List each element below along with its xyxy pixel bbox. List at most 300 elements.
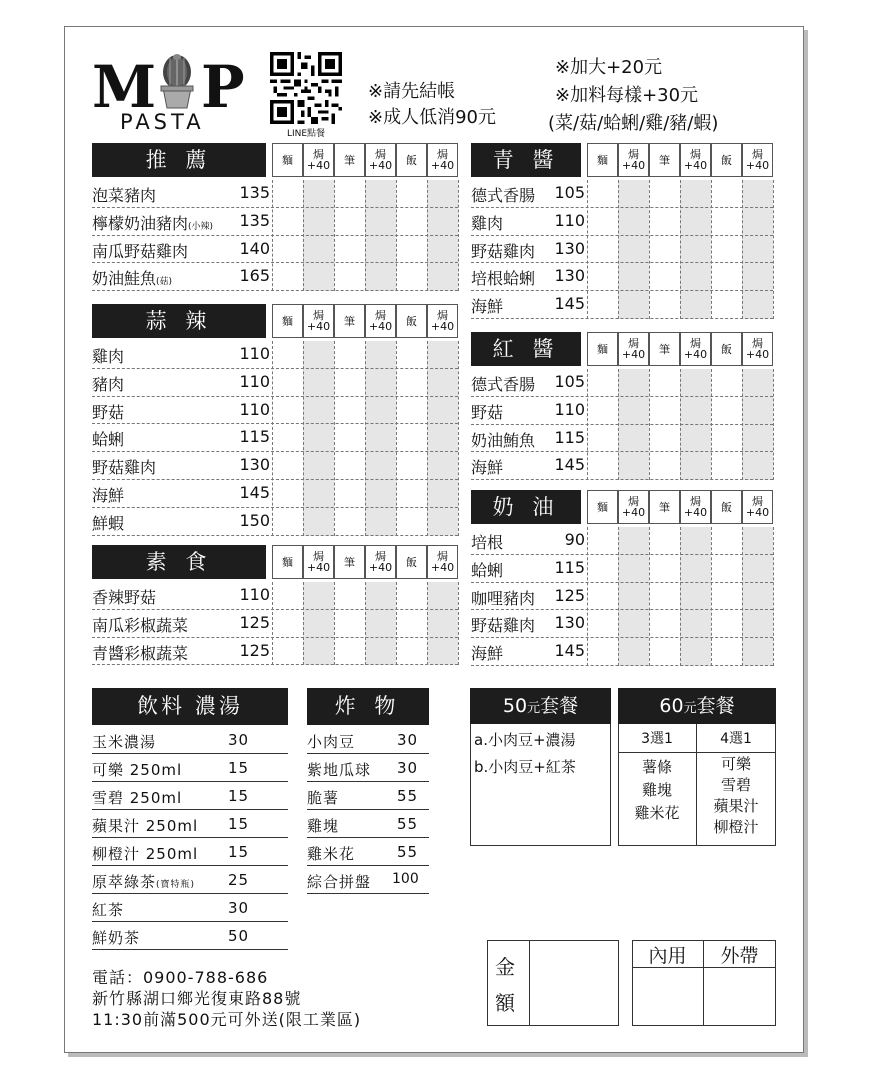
- section-tomato-vline: [649, 369, 650, 480]
- section-tomato-grey-col: [742, 369, 773, 480]
- drinks-row-line: [92, 753, 288, 754]
- set50-title: [470, 688, 611, 724]
- set60-col2-option: 雪碧: [720, 776, 751, 794]
- set60-title-text: 套餐: [696, 695, 735, 717]
- set50-title-num: 50: [502, 695, 528, 717]
- section-pesto-row-line: [471, 262, 773, 263]
- menu-item-label: 南瓜彩椒蔬菜: [92, 615, 189, 635]
- col-plus40-label: +40: [621, 506, 646, 519]
- section-cream-grey-col: [680, 527, 711, 666]
- fried-row-line: [307, 781, 429, 782]
- section-veg-row-line: [92, 637, 458, 638]
- fried-title: 炸 物: [307, 688, 429, 725]
- fried-item-name[interactable]: 紫地瓜球: [307, 761, 372, 779]
- menu-item-name[interactable]: [92, 400, 124, 423]
- menu-item-name[interactable]: [471, 613, 535, 636]
- menu-item-name[interactable]: [92, 455, 156, 478]
- fried-row-line: [307, 893, 429, 894]
- cactus-logo-icon: [154, 52, 200, 110]
- menu-item-label: 野菇雞肉: [471, 616, 536, 636]
- menu-item-price: 145: [554, 294, 585, 314]
- section-pesto-title: 青 醬: [471, 143, 581, 177]
- fried-item-name[interactable]: 小肉豆: [307, 733, 356, 751]
- set60-col1-head: 3選1: [641, 731, 673, 747]
- col-plus40-label: +40: [368, 320, 393, 333]
- section-veg-vline: [396, 582, 397, 665]
- drink-item-label: 柳橙汁 250ml: [92, 845, 199, 863]
- logo-letter-p: P: [201, 53, 245, 121]
- section-tomato-col-baked: [742, 332, 773, 366]
- menu-item-label: 培根: [471, 533, 504, 552]
- drink-item-name[interactable]: [92, 787, 182, 808]
- menu-item-label: 南瓜野菇雞肉: [92, 241, 189, 261]
- col-plus40-label: +40: [430, 320, 455, 333]
- section-garlic-row-line: [92, 479, 458, 480]
- section-recommend-grey-col: [303, 180, 334, 291]
- drink-item-price: 30: [228, 899, 250, 917]
- menu-item-label: 野菇雞肉: [471, 241, 536, 261]
- menu-item-label: 泡菜豬肉: [92, 186, 157, 205]
- menu-item-label: 奶油鮭魚: [92, 269, 157, 289]
- section-pesto-grey-col: [618, 180, 649, 319]
- menu-item-price: 135: [239, 183, 270, 202]
- section-recommend-vline: [303, 180, 304, 291]
- section-cream-col-rice: 飯: [711, 490, 742, 524]
- fried-item-name[interactable]: 綜合拼盤: [307, 873, 372, 891]
- section-veg-row-line: [92, 609, 458, 610]
- drinks-row-line: [92, 949, 288, 950]
- col-baked-label: 焗: [437, 550, 448, 563]
- set60-col2-option: 柳橙汁: [713, 818, 759, 836]
- menu-item-price: 125: [239, 640, 270, 660]
- section-veg-col-penne: 筆: [334, 545, 365, 579]
- menu-item-price: 115: [239, 427, 270, 447]
- set60-col2-option: 可樂: [720, 755, 751, 773]
- menu-item-name[interactable]: [471, 400, 503, 423]
- section-recommend-col-baked: [427, 143, 458, 177]
- menu-item-name[interactable]: [471, 641, 503, 664]
- drink-item-price: 30: [228, 731, 250, 749]
- set50-title-text: 套餐: [540, 695, 579, 717]
- col-baked-label: 焗: [690, 148, 701, 161]
- amount-divider: [529, 940, 530, 1026]
- drink-item-price: 15: [228, 759, 250, 777]
- menu-item-label: 海鮮: [471, 458, 504, 478]
- section-veg-vline: [303, 582, 304, 665]
- menu-item-price: 90: [564, 530, 585, 549]
- drink-item-name[interactable]: [92, 731, 156, 752]
- amount-label-2: 額: [495, 991, 515, 1015]
- drink-item-name[interactable]: [92, 899, 124, 920]
- fried-row-line: [307, 809, 429, 810]
- section-pesto-col-penne: 筆: [649, 143, 680, 177]
- drink-item-label: 鮮奶茶: [92, 929, 141, 947]
- menu-item-name[interactable]: [92, 427, 124, 450]
- set50-title-unit: 元: [527, 701, 541, 716]
- section-tomato-col-baked: [618, 332, 649, 366]
- menu-item-name[interactable]: [471, 372, 535, 395]
- section-pesto-col-noodle: 麵: [587, 143, 618, 177]
- section-cream-row-line: [471, 665, 773, 666]
- section-cream-vline: [587, 527, 588, 666]
- section-recommend-col-rice: 飯: [396, 143, 427, 177]
- section-recommend-col-baked: [303, 143, 334, 177]
- section-cream-vline: [773, 527, 774, 666]
- menu-item-name[interactable]: [471, 428, 535, 451]
- set60-col1-option: 雞塊: [641, 781, 672, 799]
- col-baked-label: 焗: [437, 309, 448, 322]
- menu-item-label: 蛤蜊: [471, 560, 504, 580]
- section-veg-col-rice: 飯: [396, 545, 427, 579]
- menu-item-name[interactable]: [92, 239, 188, 262]
- menu-item-name[interactable]: [471, 586, 535, 609]
- section-recommend-vline: [396, 180, 397, 291]
- fried-item-price: 55: [397, 787, 419, 805]
- set60-col2-option: 蘋果汁: [713, 797, 759, 815]
- menu-item-price: 145: [239, 483, 270, 502]
- menu-item-label: 海鮮: [471, 644, 504, 664]
- drinks-row-line: [92, 921, 288, 922]
- fried-item-price: 100: [392, 871, 419, 887]
- menu-item-label: 野菇: [471, 402, 504, 422]
- section-tomato-col-baked: [680, 332, 711, 366]
- set50-option-b: b.小肉豆+紅茶: [474, 758, 576, 776]
- menu-item-label: 野菇: [92, 402, 125, 422]
- phone: 電話：0900-788-686: [92, 968, 269, 987]
- menu-item-price: 125: [239, 612, 270, 632]
- drink-item-name[interactable]: [92, 815, 198, 836]
- section-garlic-row-line: [92, 368, 458, 369]
- section-veg-col-noodle: 麵: [272, 545, 303, 579]
- section-cream-col-baked: [680, 490, 711, 524]
- section-pesto-grey-col: [680, 180, 711, 319]
- drinks-row-line: [92, 837, 288, 838]
- col-baked-label: 焗: [628, 337, 639, 350]
- set60-head-line: [618, 752, 776, 753]
- section-garlic-vline: [458, 341, 459, 536]
- section-garlic-row-line: [92, 507, 458, 508]
- menu-item-price: 125: [554, 585, 585, 605]
- qr-label: LINE點餐: [286, 129, 326, 139]
- section-recommend-vline: [334, 180, 335, 291]
- section-recommend-row-line: [92, 235, 458, 236]
- section-veg-grey-col: [365, 582, 396, 665]
- menu-item-label: 野菇雞肉: [92, 458, 157, 478]
- drink-item-name[interactable]: [92, 927, 140, 948]
- menu-item-label: 檸檬奶油豬肉: [92, 213, 189, 233]
- menu-item-label: 蛤蜊: [92, 430, 125, 450]
- section-tomato-row-line: [471, 451, 773, 452]
- drink-item-label: 紅茶: [92, 901, 125, 919]
- menu-item-name[interactable]: [471, 183, 535, 206]
- menu-item-label: 鮮蝦: [92, 513, 125, 533]
- drink-item-price: 15: [228, 843, 250, 861]
- section-cream-col-noodle: 麵: [587, 490, 618, 524]
- section-cream-col-baked: [742, 490, 773, 524]
- menu-item-name[interactable]: [471, 239, 535, 262]
- col-plus40-label: +40: [368, 561, 393, 574]
- section-veg-row-line: [92, 664, 458, 665]
- section-veg-vline: [458, 582, 459, 665]
- section-pesto-vline: [680, 180, 681, 319]
- section-recommend-title: 推 薦: [92, 143, 266, 177]
- section-pesto-vline: [649, 180, 650, 319]
- section-garlic-row-line: [92, 423, 458, 424]
- fried-row-line: [307, 865, 429, 866]
- section-garlic-col-baked: [427, 304, 458, 338]
- delivery-note: 11:30前滿500元可外送(限工業區): [92, 1010, 362, 1029]
- section-tomato-vline: [773, 369, 774, 480]
- amount-label-1: 金: [495, 955, 515, 979]
- section-recommend-col-noodle: 麵: [272, 143, 303, 177]
- fried-item-price: 55: [397, 815, 419, 833]
- menu-item-label: 雞肉: [92, 347, 125, 366]
- menu-item-label: 雞肉: [471, 213, 504, 233]
- menu-item-price: 130: [554, 613, 585, 633]
- menu-item-name[interactable]: [92, 372, 124, 395]
- note-min-charge: ※成人低消90元: [368, 107, 496, 128]
- section-tomato-grey-col: [680, 369, 711, 480]
- set60-title: [618, 688, 776, 724]
- drink-item-label: 玉米濃湯: [92, 733, 157, 751]
- section-tomato-vline: [742, 369, 743, 480]
- col-plus40-label: +40: [621, 348, 646, 361]
- menu-item-price: 110: [554, 210, 585, 230]
- col-plus40-label: +40: [306, 159, 331, 172]
- section-tomato-vline: [618, 369, 619, 480]
- section-veg-vline: [427, 582, 428, 665]
- col-plus40-label: +40: [306, 561, 331, 574]
- col-plus40-label: +40: [745, 506, 770, 519]
- section-tomato-col-noodle: 麵: [587, 332, 618, 366]
- section-tomato-row-line: [471, 479, 773, 480]
- fried-row-line: [307, 837, 429, 838]
- section-recommend-vline: [427, 180, 428, 291]
- col-baked-label: 焗: [752, 495, 763, 508]
- menu-item-price: 130: [239, 455, 270, 475]
- line-qr-code-icon[interactable]: [270, 52, 342, 124]
- menu-item-price: 110: [239, 585, 270, 604]
- fried-item-name[interactable]: 雞米花: [307, 845, 356, 863]
- menu-item-name[interactable]: [471, 558, 503, 581]
- section-pesto-col-baked: [680, 143, 711, 177]
- menu-item-note: (菇): [156, 277, 173, 288]
- menu-item-name[interactable]: [471, 211, 503, 234]
- section-veg-vline: [365, 582, 366, 665]
- fried-item-name[interactable]: 脆薯: [307, 789, 340, 807]
- section-cream-col-penne: 筆: [649, 490, 680, 524]
- col-baked-label: 焗: [375, 309, 386, 322]
- col-plus40-label: +40: [368, 159, 393, 172]
- section-garlic-row-line: [92, 451, 458, 452]
- menu-item-label: 培根蛤蜊: [471, 269, 536, 289]
- menu-item-price: 140: [239, 238, 270, 258]
- drinks-title: 飲料 濃湯: [92, 688, 288, 725]
- fried-item-price: 30: [397, 731, 419, 749]
- section-tomato-row-line: [471, 396, 773, 397]
- col-plus40-label: +40: [745, 159, 770, 172]
- drink-item-label: 蘋果汁 250ml: [92, 817, 199, 835]
- section-pesto-row-line: [471, 290, 773, 291]
- fried-row-line: [307, 753, 429, 754]
- section-tomato-grey-col: [618, 369, 649, 480]
- drinks-row-line: [92, 865, 288, 866]
- col-baked-label: 焗: [437, 148, 448, 161]
- col-baked-label: 焗: [313, 309, 324, 322]
- section-garlic-row-line: [92, 535, 458, 536]
- col-baked-label: 焗: [690, 495, 701, 508]
- menu-item-name[interactable]: [92, 483, 124, 506]
- menu-item-price: 145: [554, 641, 585, 661]
- col-baked-label: 焗: [690, 337, 701, 350]
- menu-item-label: 海鮮: [471, 297, 504, 317]
- menu-item-price: 105: [554, 372, 585, 391]
- section-tomato-vline: [587, 369, 588, 480]
- drink-item-name[interactable]: [92, 843, 198, 864]
- menu-item-price: 110: [239, 399, 270, 419]
- menu-item-price: 110: [239, 371, 270, 391]
- menu-item-price: 165: [239, 266, 270, 286]
- section-pesto-col-rice: 飯: [711, 143, 742, 177]
- section-tomato-row-line: [471, 424, 773, 425]
- section-cream-row-line: [471, 637, 773, 638]
- drink-item-name[interactable]: [92, 871, 195, 892]
- section-cream-vline: [742, 527, 743, 666]
- section-recommend-vline: [272, 180, 273, 291]
- menu-item-price: 110: [239, 344, 270, 363]
- menu-item-name[interactable]: [92, 613, 188, 636]
- section-tomato-vline: [680, 369, 681, 480]
- menu-item-price: 110: [554, 399, 585, 419]
- fried-item-price: 55: [397, 843, 419, 861]
- section-garlic-col-rice: 飯: [396, 304, 427, 338]
- section-veg-col-baked: [365, 545, 396, 579]
- logo-pasta-text: PASTA: [120, 110, 205, 134]
- col-plus40-label: +40: [745, 348, 770, 361]
- menu-item-name[interactable]: [92, 344, 124, 367]
- section-veg-col-baked: [427, 545, 458, 579]
- menu-item-label: 青醬彩椒蔬菜: [92, 643, 189, 663]
- menu-item-price: 115: [554, 557, 585, 577]
- menu-item-label: 海鮮: [92, 486, 125, 505]
- menu-item-name[interactable]: [471, 455, 503, 478]
- menu-item-price: 130: [554, 238, 585, 258]
- drink-item-label: 雪碧 250ml: [92, 789, 183, 807]
- menu-item-name[interactable]: [92, 641, 188, 664]
- section-recommend-row-line: [92, 207, 458, 208]
- section-tomato-col-rice: 飯: [711, 332, 742, 366]
- section-recommend-row-line: [92, 290, 458, 291]
- col-baked-label: 焗: [313, 148, 324, 161]
- menu-item-note: (小辣): [188, 221, 214, 232]
- take-out-label[interactable]: 外帶: [720, 945, 759, 967]
- drink-item-price: 15: [228, 787, 250, 805]
- col-baked-label: 焗: [375, 550, 386, 563]
- menu-item-name[interactable]: [92, 511, 124, 534]
- drink-item-name[interactable]: [92, 759, 182, 780]
- section-recommend-col-penne: 筆: [334, 143, 365, 177]
- note-large: ※加大+20元: [555, 57, 663, 78]
- menu-item-name[interactable]: [471, 266, 535, 289]
- drink-item-price: 25: [228, 871, 250, 889]
- section-cream-grey-col: [618, 527, 649, 666]
- col-plus40-label: +40: [306, 320, 331, 333]
- menu-item-label: 豬肉: [92, 374, 125, 394]
- section-cream-vline: [680, 527, 681, 666]
- col-baked-label: 焗: [752, 148, 763, 161]
- menu-item-name[interactable]: [92, 183, 156, 206]
- section-recommend-vline: [458, 180, 459, 291]
- menu-item-label: 香辣野菇: [92, 588, 157, 607]
- section-cream-vline: [618, 527, 619, 666]
- menu-item-name[interactable]: [471, 530, 503, 553]
- drinks-row-line: [92, 781, 288, 782]
- section-pesto-row-line: [471, 235, 773, 236]
- menu-item-name[interactable]: [92, 585, 156, 608]
- menu-item-name[interactable]: [92, 266, 172, 289]
- section-pesto-vline: [587, 180, 588, 319]
- section-garlic-col-baked: [365, 304, 396, 338]
- section-pesto-grey-col: [742, 180, 773, 319]
- menu-item-name[interactable]: [471, 294, 503, 317]
- menu-item-name[interactable]: [92, 211, 213, 234]
- section-pesto-vline: [742, 180, 743, 319]
- note-pay-first: ※請先結帳: [368, 81, 456, 102]
- set50-option-a: a.小肉豆+濃湯: [474, 731, 576, 749]
- drink-item-label: 原萃綠茶: [92, 873, 157, 891]
- drink-item-price: 50: [228, 927, 250, 945]
- col-plus40-label: +40: [683, 159, 708, 172]
- section-cream-title: 奶 油: [471, 490, 581, 524]
- col-plus40-label: +40: [430, 561, 455, 574]
- menu-item-label: 德式香腸: [471, 186, 536, 205]
- section-pesto-row-line: [471, 318, 773, 319]
- section-pesto-row-line: [471, 207, 773, 208]
- section-cream-row-line: [471, 582, 773, 583]
- drink-item-note: (寶特瓶): [156, 880, 196, 890]
- col-plus40-label: +40: [683, 506, 708, 519]
- col-baked-label: 焗: [628, 495, 639, 508]
- section-cream-row-line: [471, 554, 773, 555]
- menu-item-price: 115: [554, 427, 585, 447]
- menu-item-label: 德式香腸: [471, 375, 536, 394]
- logo-letter-m: M: [92, 53, 157, 121]
- section-recommend-row-line: [92, 262, 458, 263]
- section-garlic-row-line: [92, 396, 458, 397]
- set60-title-num: 60: [659, 695, 684, 717]
- section-recommend-grey-col: [427, 180, 458, 291]
- section-pesto-vline: [711, 180, 712, 319]
- drinks-row-line: [92, 893, 288, 894]
- section-cream-vline: [711, 527, 712, 666]
- col-baked-label: 焗: [628, 148, 639, 161]
- col-plus40-label: +40: [430, 159, 455, 172]
- section-cream-col-baked: [618, 490, 649, 524]
- section-pesto-col-baked: [742, 143, 773, 177]
- menu-item-label: 咖哩豬肉: [471, 588, 536, 608]
- section-recommend-col-baked: [365, 143, 396, 177]
- menu-item-price: 150: [239, 510, 270, 530]
- fried-item-name[interactable]: 雞塊: [307, 817, 340, 835]
- section-veg-grey-col: [427, 582, 458, 665]
- section-veg-vline: [272, 582, 273, 665]
- menu-item-price: 105: [554, 183, 585, 202]
- section-pesto-vline: [618, 180, 619, 319]
- set60-col2-head: 4選1: [720, 731, 752, 747]
- dine-in-label[interactable]: 內用: [648, 945, 687, 967]
- menu-item-label: 奶油鮪魚: [471, 430, 536, 450]
- note-extra-items: (菜/菇/蛤蜊/雞/豬/蝦): [548, 113, 719, 134]
